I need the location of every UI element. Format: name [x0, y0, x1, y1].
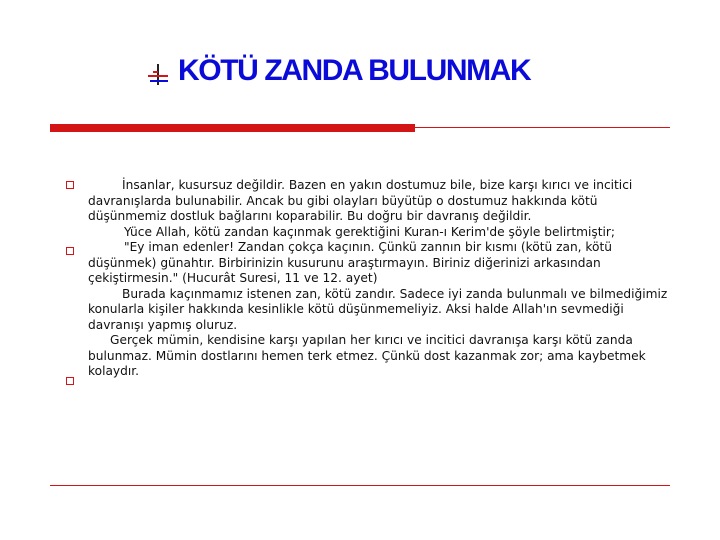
paragraph-verse: "Ey iman edenler! Zandan çokça kaçının. Çünkü zannın bir kısmı (kötü zan, kötü düşünmek) günahtır. Birbirinizin kusurunu araştırmayın. Biriniz diğerinizi arkasından çekiştirmesin." (Hucurât Suresi, 11 ve 12. ayet) [88, 240, 613, 285]
body-text [88, 178, 678, 380]
paragraph-quran-intro: Yüce Allah, kötü zandan kaçınmak gerektiğini Kuran-ı Kerim'de şöyle belirtmiştir; [124, 224, 615, 239]
bottom-rule [50, 485, 670, 486]
pen-icon [148, 64, 168, 86]
title-underline-bar [50, 124, 415, 132]
paragraph-explanation: Burada kaçınmamız istenen zan, kötü zandır. Sadece iyi zanda bulunmalı ve bilmediğimiz konularla kişiler hakkında kesinlikle kötü düşünmemeliyiz. Aksi halde Allah'ın sevmediği davranışı yapmış oluruz. [88, 286, 668, 332]
page-title: KÖTÜ ZANDA BULUNMAK [178, 54, 531, 87]
paragraph-conclusion: Gerçek mümin, kendisine karşı yapılan her kırıcı ve incitici davranışa karşı kötü zanda bulunmaz. Mümin dostlarını hemen terk etmez. Çünkü dost kazanmak zor; ama kaybetmek kolaydır. [88, 333, 646, 378]
paragraph-intro: İnsanlar, kusursuz değildir. Bazen en yakın dostumuz bile, bize karşı kırıcı ve incitici davranışlarda bulunabilir. Ancak bu gibi olayları büyütüp o dostumuz hakkında kötü düşünmemiz dostluk bağlarını koparabilir. Bu doğru bir davranış değildir. [88, 178, 633, 223]
square-bullet-icon [66, 247, 74, 255]
square-bullet-icon [66, 377, 74, 385]
square-bullet-icon [66, 181, 74, 189]
title-bar [148, 54, 588, 94]
title-underline-thin [415, 127, 670, 128]
